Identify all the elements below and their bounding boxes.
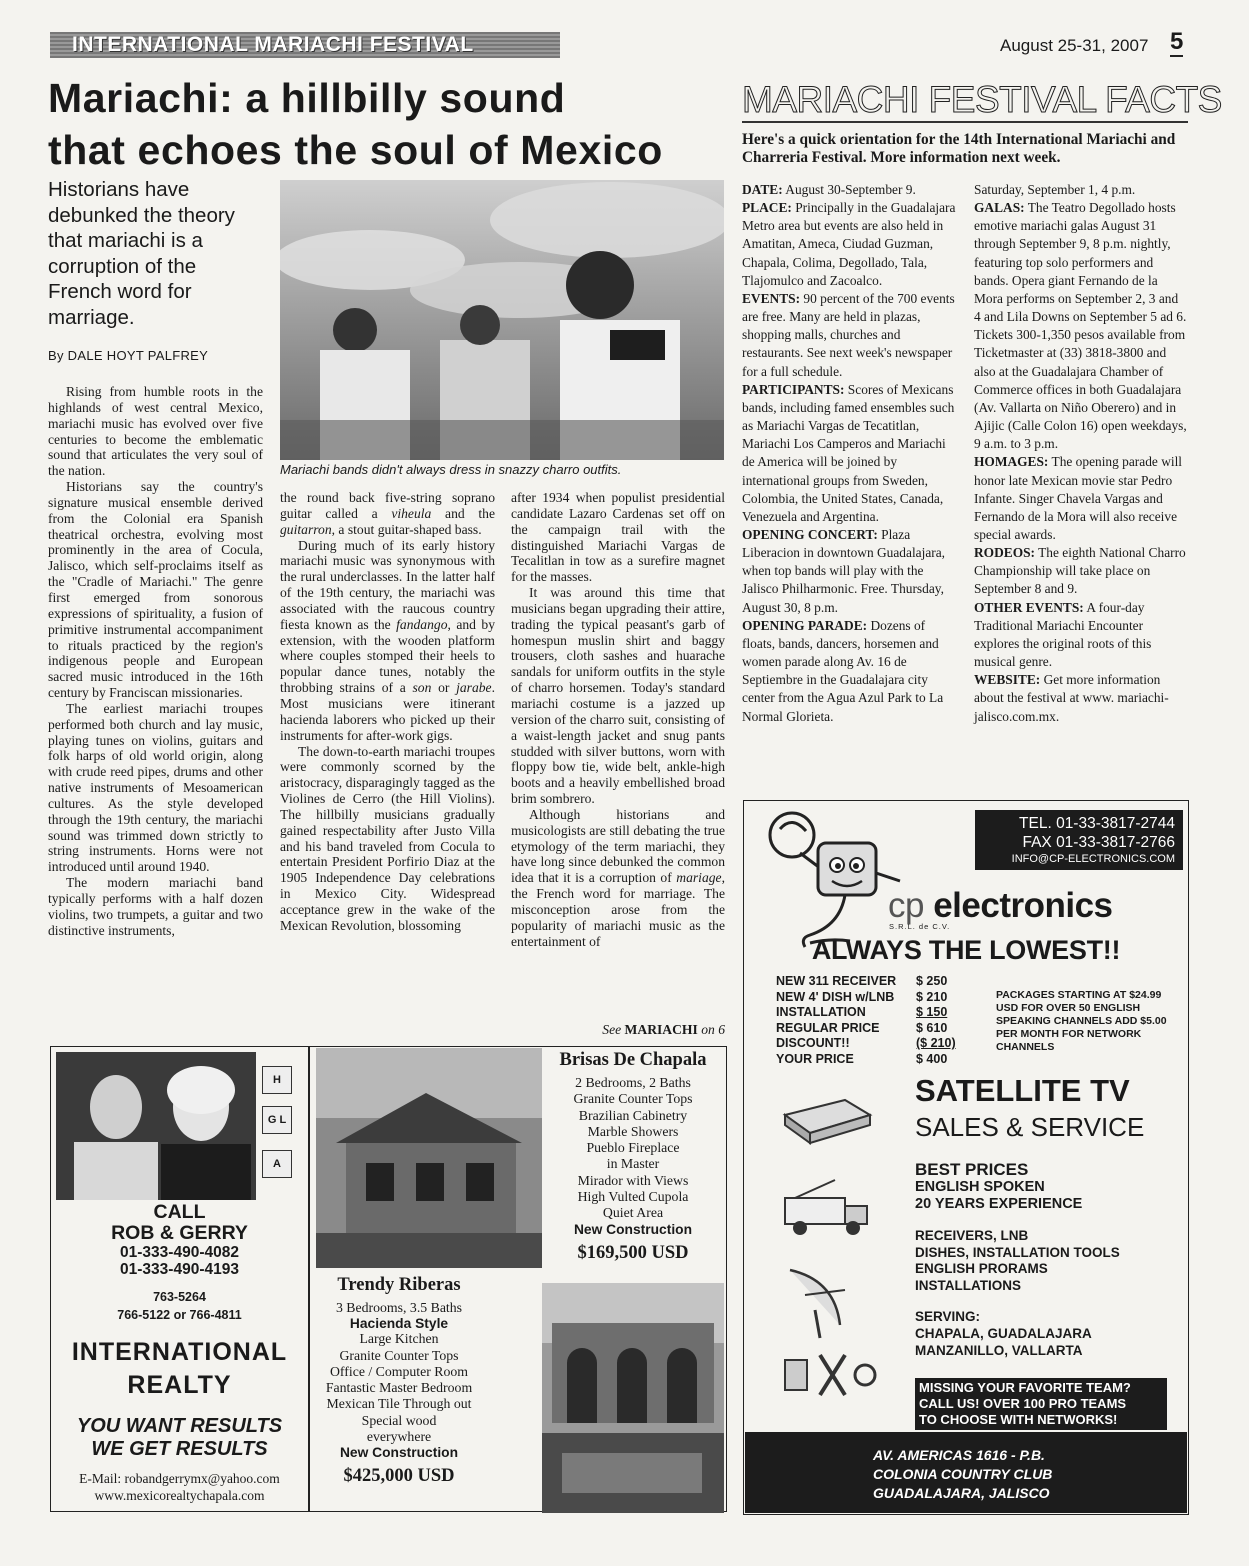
listing-price: $169,500 USD bbox=[577, 1242, 689, 1263]
headline bbox=[48, 72, 728, 176]
emphasis: jarabe bbox=[456, 680, 492, 696]
phone-number[interactable]: 01-333-490-4082 bbox=[120, 1244, 239, 1261]
feature-item: 20 YEARS EXPERIENCE bbox=[915, 1195, 1083, 1212]
emphasis: guitarron bbox=[280, 521, 332, 537]
section-title: INTERNATIONAL MARIACHI FESTIVAL bbox=[72, 33, 474, 56]
fact-entry bbox=[742, 199, 956, 290]
article-paragraph bbox=[280, 490, 495, 538]
facts-title: MARIACHI FESTIVAL FACTS bbox=[742, 79, 1222, 120]
mariachi-photo-image bbox=[280, 180, 724, 460]
company-name-line: INTERNATIONAL bbox=[71, 1338, 288, 1366]
call-label: CALL bbox=[153, 1201, 206, 1223]
text-run: See bbox=[602, 1022, 625, 1037]
riberas-house-photo bbox=[542, 1283, 724, 1513]
electronics-brand bbox=[888, 886, 1113, 926]
listing-tag: New Construction bbox=[573, 1221, 693, 1237]
feature-item: BEST PRICES bbox=[915, 1160, 1029, 1179]
headline-line-1: Mariachi: a hillbilly sound bbox=[48, 75, 566, 121]
article-column-2 bbox=[280, 490, 495, 934]
tools-drawing bbox=[780, 1345, 880, 1405]
page-number: 5 bbox=[1170, 28, 1184, 55]
headline-line-2: that echoes the soul of Mexico bbox=[48, 127, 663, 173]
text-run: and the bbox=[431, 505, 495, 521]
emphasis: son bbox=[412, 680, 432, 696]
brisas-ad-text bbox=[542, 1050, 724, 1264]
price-value: $ 210 bbox=[916, 989, 948, 1004]
facts-column-1 bbox=[742, 181, 956, 726]
product-item: ENGLISH PRORAMS bbox=[915, 1261, 1048, 1276]
emphasis: mariage bbox=[676, 870, 722, 886]
phone-number[interactable]: 763-5264 bbox=[153, 1290, 206, 1304]
fact-text: A four-day Traditional Mariachi Encounter explores the original roots of this musical genre. bbox=[974, 599, 1152, 670]
fact-label: DATE: bbox=[742, 182, 783, 197]
text-run: , a stout guitar-shaped bass. bbox=[331, 521, 482, 537]
promo-line: TO CHOOSE WITH NETWORKS! bbox=[919, 1412, 1118, 1427]
listing-feature: everywhere bbox=[366, 1429, 432, 1445]
mariachi-photo bbox=[280, 180, 724, 460]
listing-feature: Office / Computer Room bbox=[329, 1363, 469, 1379]
fact-label: HOMAGES: bbox=[974, 454, 1049, 470]
satellite-dish-drawing bbox=[775, 1260, 875, 1340]
listing-feature: Granite Counter Tops bbox=[573, 1091, 693, 1107]
listing-feature: High Vulted Cupola bbox=[577, 1189, 689, 1205]
product-item: RECEIVERS, LNB bbox=[915, 1228, 1029, 1243]
listing-feature: Brazilian Cabinetry bbox=[578, 1107, 688, 1123]
price-value: $ 610 bbox=[916, 1020, 948, 1035]
phone-number[interactable]: 01-333-490-4193 bbox=[120, 1261, 239, 1278]
listing-style: Hacienda Style bbox=[349, 1316, 449, 1332]
fact-label: PLACE: bbox=[742, 200, 792, 216]
listing-feature: Mirador with Views bbox=[577, 1172, 689, 1188]
service-area-cities: CHAPALA, GUADALAJARA bbox=[915, 1326, 1092, 1341]
brisas-house-image bbox=[316, 1048, 542, 1268]
emphasis: fandango bbox=[396, 616, 448, 632]
fact-label: WEBSITE: bbox=[974, 672, 1041, 688]
fact-label: EVENTS: bbox=[742, 290, 801, 306]
brand-name: electronics bbox=[933, 886, 1113, 925]
fact-text: Principally in the Guadalajara Metro area but events are also held in Amatitan, Ameca, Ciudad Guzman, Chapala, Colima, Degollado, Tala, Tlajomulco and Zacoalco. bbox=[742, 200, 956, 288]
address-line: COLONIA COUNTRY CLUB bbox=[873, 1466, 1053, 1482]
agent-names: ROB & GERRY bbox=[111, 1222, 248, 1244]
company-name-line: REALTY bbox=[127, 1371, 232, 1399]
listing-feature: Quiet Area bbox=[602, 1205, 664, 1221]
facts-intro: Here's a quick orientation for the 14th International Mariachi and Charreria Festival. More information next week. bbox=[742, 131, 1176, 166]
text-run: , the French word for marriage. The misconception arose from the popularity of mariachi music as the entertainment of bbox=[511, 870, 725, 949]
realty-slogan bbox=[50, 1415, 309, 1461]
email-link[interactable]: INFO@CP-ELECTRONICS.COM bbox=[1011, 853, 1175, 865]
price-label: INSTALLATION bbox=[776, 1005, 866, 1020]
price-value: $ 250 bbox=[916, 974, 948, 988]
phone-number[interactable]: 766-5122 or 766-4811 bbox=[117, 1308, 242, 1322]
article-paragraph: Rising from humble roots in the highlands of west central Mexico, mariachi music has evolved over five centuries to become the emblematic sound that articulates the very soul of the nation. bbox=[48, 384, 263, 479]
tv-mascot-drawing bbox=[760, 803, 910, 953]
price-value: $ 400 bbox=[916, 1051, 948, 1066]
phone-number[interactable]: TEL. 01-33-3817-2744 bbox=[1019, 815, 1175, 832]
price-row bbox=[776, 1036, 966, 1052]
service-area-cities: MANZANILLO, VALLARTA bbox=[915, 1343, 1083, 1358]
listing-feature: 2 Bedrooms, 2 Baths bbox=[575, 1075, 691, 1090]
brisas-house-photo bbox=[316, 1048, 542, 1268]
feature-list bbox=[915, 1160, 1082, 1212]
fact-label: OPENING PARADE: bbox=[742, 617, 868, 633]
price-row bbox=[776, 1052, 966, 1068]
facts-column-2 bbox=[974, 181, 1188, 726]
fact-text[interactable]: Get more information about the festival at www. mariachi-jalisco.com.mx. bbox=[974, 672, 1169, 724]
photo-caption: Mariachi bands didn't always dress in snazzy charro outfits. bbox=[280, 462, 622, 477]
fact-text: Dozens of floats, bands, dancers, horsemen and women parade along Av. 16 de Septiembre in the Guadalajara city center from the Agua Azul Park to La Normal Glorieta. bbox=[742, 617, 944, 724]
electronics-contact bbox=[975, 810, 1183, 870]
fact-label: OTHER EVENTS: bbox=[974, 599, 1084, 615]
article-paragraph: after 1934 when populist presidential candidate Lazaro Cardenas set off on the campaign trail with the distinguished Mariachi Vargas de Tecalitlan in tow as a surefire magnet for the masses. bbox=[511, 490, 725, 585]
price-row bbox=[776, 990, 966, 1006]
riberas-ad-text bbox=[311, 1275, 487, 1487]
text-run: on 6 bbox=[697, 1022, 725, 1037]
section-banner bbox=[50, 32, 560, 58]
headline-line: SALES & SERVICE bbox=[915, 1112, 1145, 1142]
listing-title: Brisas De Chapala bbox=[559, 1050, 707, 1070]
electronics-slogan: ALWAYS THE LOWEST!! bbox=[811, 935, 1121, 965]
text-run: or bbox=[431, 680, 457, 696]
text-run: the round back five-string soprano guitar called a bbox=[280, 490, 495, 521]
article-column-1 bbox=[48, 384, 263, 939]
fact-entry bbox=[974, 199, 1188, 453]
fact-label: RODEOS: bbox=[974, 545, 1036, 561]
promo-line: CALL US! OVER 100 PRO TEAMS bbox=[919, 1396, 1127, 1411]
slogan-line: WE GET RESULTS bbox=[91, 1438, 268, 1460]
price-list bbox=[776, 974, 966, 1068]
fact-text: Plaza Liberacion in downtown Guadalajara, when top bands will play with the Jalisco Philharmonic. Free. Thursday, August 30, 8 p.m. bbox=[742, 526, 946, 615]
price-label: NEW 4' DISH w/LNB bbox=[776, 989, 895, 1004]
divider bbox=[742, 121, 1188, 123]
agents-photo-image bbox=[56, 1052, 256, 1200]
fact-entry: Saturday, September 1, 4 p.m. bbox=[974, 182, 1136, 197]
price-value: $ 150 bbox=[916, 1005, 948, 1020]
fact-entry bbox=[974, 453, 1188, 544]
emphasis: viheula bbox=[391, 505, 432, 521]
fact-text: The opening parade will honor late Mexican movie star Pedro Infante. Singer Chavela Vargas and Fernando de la Mora will also receive special awards. bbox=[974, 454, 1183, 542]
continued-jump-link[interactable] bbox=[560, 1022, 725, 1038]
fact-entry bbox=[742, 617, 956, 726]
listing-tag: New Construction bbox=[339, 1445, 459, 1461]
service-truck-icon bbox=[775, 1170, 875, 1240]
fact-text: 90 percent of the 700 events are free. Many are held in plazas, shopping malls, churches and restaurants. See next week's newspaper for a full schedule. bbox=[742, 290, 955, 379]
listing-feature: Mexican Tile Through out bbox=[326, 1396, 472, 1412]
price-label: DISCOUNT!! bbox=[776, 1036, 850, 1051]
fact-text: The eighth National Charro Championship will take place on September 8 and 9. bbox=[974, 545, 1186, 597]
article-paragraph bbox=[511, 807, 725, 950]
realty-contact bbox=[50, 1470, 309, 1504]
listing-price: $425,000 USD bbox=[343, 1466, 455, 1487]
price-value: ($ 210) bbox=[916, 1036, 956, 1051]
text-run: During much of its early history mariachi music was synonymous with the rural underclasses. In the latter half of the 19th century, the mariachi was associated with the raucous country fiesta known as the bbox=[280, 537, 495, 632]
team-promo bbox=[915, 1378, 1167, 1430]
fax-number: FAX 01-33-3817-2766 bbox=[1022, 834, 1175, 851]
fact-text: August 30-September 9. bbox=[782, 182, 916, 197]
email-link[interactable]: E-Mail: robandgerrymx@yahoo.com bbox=[79, 1471, 280, 1486]
listing-feature: Special wood bbox=[361, 1412, 437, 1428]
product-item: DISHES, INSTALLATION TOOLS bbox=[915, 1244, 1120, 1260]
fact-label: PARTICIPANTS: bbox=[742, 381, 845, 397]
product-item: INSTALLATIONS bbox=[915, 1277, 1021, 1293]
fact-entry bbox=[742, 181, 956, 199]
article-paragraph: The earliest mariachi troupes performed both church and lay music, playing tunes on violins, guitars and folk harps of old world origin, along with crude reed pipes, drums and other native instruments of Mesoamerican cultures. As the style developed through the 19th century, the mariachi sound was trimmed down strictly to string instruments. Horns were not introduced until around 1940. bbox=[48, 700, 263, 875]
headline-line: SATELLITE TV bbox=[915, 1073, 1130, 1108]
listing-title: Trendy Riberas bbox=[337, 1275, 461, 1295]
price-label: YOUR PRICE bbox=[776, 1051, 854, 1066]
issue-date: August 25-31, 2007 bbox=[1000, 36, 1149, 55]
fact-entry bbox=[742, 290, 956, 381]
listing-feature: Pueblo Fireplace bbox=[586, 1140, 680, 1156]
listing-feature: Marble Showers bbox=[587, 1123, 679, 1139]
promo-line: MISSING YOUR FAVORITE TEAM? bbox=[919, 1380, 1131, 1395]
tools-icon bbox=[780, 1345, 880, 1415]
ampi-logo: A bbox=[262, 1150, 292, 1178]
article-deck: Historians have debunked the theory that mariachi is a corruption of the French word for marriage. bbox=[48, 178, 235, 329]
website-link[interactable]: www.mexicorealtychapala.com bbox=[94, 1488, 265, 1503]
article-paragraph: The down-to-earth mariachi troupes were commonly scorned by the aristocracy, disparagingly tagged as the Violines de Cerro (the Hill Violins). The hillbilly musicians gradually gained respectability after Justo Villa and his band traveled from Cocula to entertain President Porfirio Diaz at the 1905 Independence Day celebrations in Mexico City. Widespread acceptance grew in the wake of the Mexican Revolution, blossoming bbox=[280, 743, 495, 933]
price-row bbox=[776, 1021, 966, 1037]
agents-photo bbox=[56, 1052, 256, 1200]
text-run: . Most musicians were itinerant hacienda laborers who picked up their instruments for after-work gigs. bbox=[280, 680, 495, 743]
listing-feature: Large Kitchen bbox=[359, 1331, 439, 1347]
jump-target: MARIACHI bbox=[624, 1022, 698, 1037]
address-line: GUADALAJARA, JALISCO bbox=[873, 1485, 1050, 1501]
company-logo: H bbox=[262, 1066, 292, 1094]
brand-suffix: S.R.L. de C.V. bbox=[889, 922, 951, 931]
riberas-house-image bbox=[542, 1283, 724, 1513]
service-area bbox=[915, 1308, 1092, 1359]
article-paragraph: It was around this time that musicians began upgrading their attire, trading the typical peasant's garb of homespun muslin shirt and baggy trousers, cloth sashes and huarache sandals for uniform outfits in the style of charro horsemen. Today's standard mariachi costume is a jazzed up version of the charro suit, consisting of a waist-length jacket and snug pants studded with silver buttons, worn with floppy bow tie, wide belt, ankle-high boots and a heavily embellished broad brim sombrero. bbox=[511, 585, 725, 807]
receiver-icon bbox=[775, 1085, 875, 1155]
price-row bbox=[776, 1005, 966, 1021]
price-row bbox=[776, 974, 966, 990]
store-address bbox=[745, 1432, 1187, 1513]
byline: By DALE HOYT PALFREY bbox=[48, 348, 209, 363]
price-label: NEW 311 RECEIVER bbox=[776, 974, 897, 988]
fact-entry bbox=[742, 526, 956, 617]
fact-entry bbox=[974, 544, 1188, 598]
article-paragraph bbox=[280, 538, 495, 744]
slogan-line: YOU WANT RESULTS bbox=[76, 1415, 283, 1437]
realty-phones bbox=[50, 1288, 309, 1324]
article-column-3 bbox=[511, 490, 725, 949]
text-run: , and by extension, with the wooden platform where couples stomped their heels to popular dance tunes, notably the throbbing strains of a bbox=[280, 616, 495, 696]
realty-company-name bbox=[50, 1336, 309, 1402]
text-run: Although historians and musicologists are still debating the true etymology of the term mariachi, they have long since debunked the common idea that it is a corruption of bbox=[511, 806, 725, 886]
fact-entry bbox=[974, 599, 1188, 672]
article-paragraph: Historians say the country's signature musical ensemble derived from the Colonial era Spanish theatrical orchestra, evolving most prominently in the area of Cocula, Jalisco, which self-proclaims itself as the "Cradle of Mariachi." The genre first emerged from sonorous expressions of spirituality, a fusion of primitive instrumental accompaniment to rituals practiced by the region's indigenous people and European sacred music introduced in the 16th century by Franciscan missionaries. bbox=[48, 479, 263, 701]
package-offer: PACKAGES STARTING AT $24.99 USD FOR OVER 50 ENGLISH SPEAKING CHANNELS ADD $5.00 PER MONTH FOR NETWORK CHANNELS bbox=[996, 989, 1167, 1053]
satellite-dish-icon bbox=[775, 1260, 875, 1330]
fact-label: GALAS: bbox=[974, 200, 1025, 216]
service-truck-drawing bbox=[775, 1170, 875, 1240]
fact-entry bbox=[974, 671, 1188, 725]
price-label: REGULAR PRICE bbox=[776, 1020, 880, 1035]
satellite-headline bbox=[915, 1072, 1144, 1146]
article-paragraph: The modern mariachi band typically performs with a half dozen violins, two trumpets, a guitar and two distinctive instruments, bbox=[48, 875, 263, 938]
fact-text: The Teatro Degollado hosts emotive mariachi galas August 31 through September 9, 8 p.m. nightly, featuring top solo performers and bands. Opera giant Fernando de la Mora performs on September 2, 3 and 4 and Lila Downs on September 5 ad 6. Tickets 300-1,350 pesos available from Ticketmaster at (33) 3818-3800 and also at the Guadalajara Chamber of Commerce offices in both Guadalajara (Av. Vallarta on Niño Oberero) and in Ajijic (Calle Colon 16) open weekdays, 9 a.m. to 3 p.m. bbox=[974, 200, 1187, 452]
listing-feature: 3 Bedrooms, 3.5 Baths bbox=[335, 1300, 463, 1315]
feature-item: ENGLISH SPOKEN bbox=[915, 1179, 1045, 1195]
listing-feature: Granite Counter Tops bbox=[339, 1347, 459, 1363]
fact-label: OPENING CONCERT: bbox=[742, 526, 878, 542]
realty-cta bbox=[50, 1202, 309, 1278]
brand-prefix: cp bbox=[888, 886, 924, 925]
service-area-label: SERVING: bbox=[915, 1309, 981, 1324]
fact-text: Scores of Mexicans bands, including famed ensembles such as Mariachi Vargas de Tecatitlan, Mariachi Los Camperos and Mariachi de America will be joined by international groups from Sweden, Colombia, the United States, Canada, Venezuela and Argentina. bbox=[742, 381, 955, 524]
product-list bbox=[915, 1228, 1120, 1294]
address-text bbox=[873, 1446, 1052, 1503]
tv-mascot-icon bbox=[760, 803, 910, 953]
fact-entry bbox=[742, 381, 956, 526]
receiver-drawing bbox=[775, 1085, 875, 1155]
address-line: AV. AMERICAS 1616 - P.B. bbox=[873, 1447, 1045, 1463]
listing-feature: Fantastic Master Bedroom bbox=[325, 1380, 473, 1396]
gl-logo: G L bbox=[262, 1106, 292, 1134]
listing-feature: in Master bbox=[606, 1156, 660, 1172]
